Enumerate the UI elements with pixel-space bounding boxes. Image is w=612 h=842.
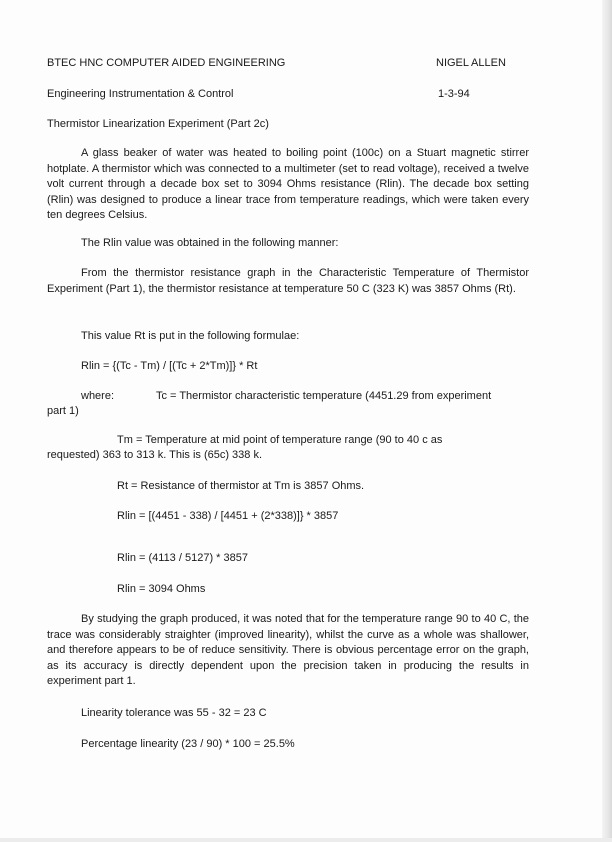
intro-paragraph-text: A glass beaker of water was heated to boiling point (100c) on a Stuart magnetic stirrer hotplate. A thermistor which was connected to a multimeter (set to read voltage), received a twelve volt current through a decade box set to 3094 Ohms resistance (Rlin). The decade box setting (Rlin) was designed to produce a linear trace from temperature readings, which were taken every ten degrees Celsius. [47,147,529,221]
tm-definition-cont: requested) 363 to 313 k. This is (65c) 338 k. [47,449,263,461]
percentage-linearity: Percentage linearity (23 / 90) * 100 = 25.5% [81,738,295,750]
scan-bottom-edge [0,838,612,842]
calc-step-1: Rlin = [(4451 - 338) / [4451 + (2*338)]} * 3857 [117,510,339,522]
formula-intro: This value Rt is put in the following formulae: [81,330,300,342]
rt-definition: Rt = Resistance of thermistor at Tm is 3857 Ohms. [117,480,365,492]
linearity-tolerance: Linearity tolerance was 55 - 32 = 23 C [81,707,267,719]
author-name: NIGEL ALLEN [436,57,506,69]
intro-paragraph [47,146,529,224]
module-title: Engineering Instrumentation & Control [47,88,234,100]
scan-edge-shadow [602,0,612,842]
conclusion-paragraph-text: By studying the graph produced, it was noted that for the temperature range 90 to 40 C, the trace was considerably straighter (improved linearity), whilst the curve as a whole was shallower, and therefore appears to be of reduce sensitivity. There is obvious percentage error on the graph, as its accuracy is directly dependent upon the precision taken in producing the results in experiment part 1. [47,613,529,687]
method-paragraph-text: From the thermistor resistance graph in the Characteristic Temperature of Thermistor Experiment (Part 1), the thermistor resistance at temperature 50 C (323 K) was 3857 Ohms (Rt). [47,267,529,295]
tc-definition: Tc = Thermistor characteristic temperature (4451.29 from experiment [156,390,492,402]
method-line: The Rlin value was obtained in the following manner: [81,237,339,249]
tm-definition: Tm = Temperature at mid point of temperature range (90 to 40 c as [117,434,443,446]
tc-definition-cont: part 1) [47,405,79,417]
method-paragraph [47,266,529,297]
calc-result: Rlin = 3094 Ohms [117,583,206,595]
calc-step-2: Rlin = (4113 / 5127) * 3857 [117,552,248,564]
document-date: 1-3-94 [438,88,470,100]
course-title: BTEC HNC COMPUTER AIDED ENGINEERING [47,57,286,69]
experiment-title: Thermistor Linearization Experiment (Part 2c) [47,118,269,130]
formula: Rlin = {(Tc - Tm) / [(Tc + 2*Tm)]} * Rt [81,360,258,372]
conclusion-paragraph [47,612,529,690]
where-label: where: [81,390,115,402]
